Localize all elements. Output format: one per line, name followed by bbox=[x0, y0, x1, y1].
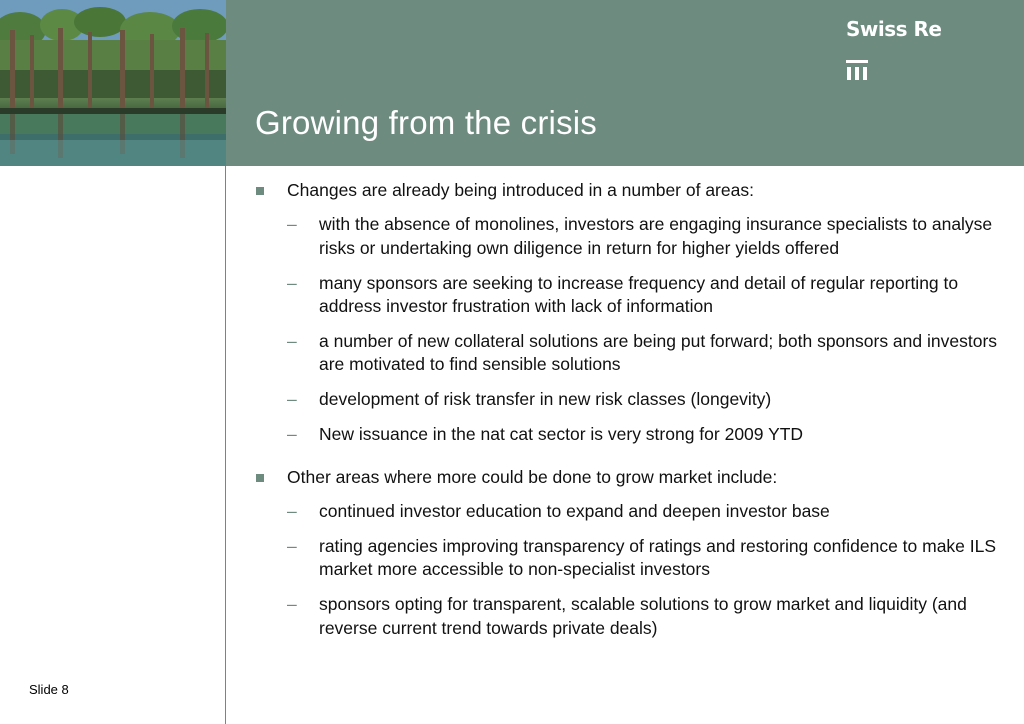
sub-bullet-item bbox=[254, 388, 999, 411]
bullet-group bbox=[254, 179, 999, 447]
sub-bullet-list bbox=[254, 213, 999, 446]
sub-bullet-text: with the absence of monolines, investors are engaging insurance specialists to analyse risks or undertaking own diligence in return for higher yields offered bbox=[319, 214, 993, 258]
sub-bullet-item bbox=[254, 272, 999, 319]
sub-bullet-text: many sponsors are seeking to increase frequency and detail of regular reporting to address investor frustration with lack of information bbox=[319, 272, 959, 317]
sub-bullet-item bbox=[254, 593, 999, 640]
sub-bullet-item bbox=[254, 423, 999, 446]
bullet-text: Other areas where more could be done to grow market include: bbox=[287, 466, 778, 487]
header-band bbox=[226, 0, 1024, 166]
dash-icon: – bbox=[287, 594, 297, 615]
sub-bullet-text: a number of new collateral solutions are being put forward; both sponsors and investors are motivated to find sensible solutions bbox=[319, 331, 998, 375]
swiss-re-logo-icon bbox=[846, 60, 868, 80]
sub-bullet-item bbox=[254, 535, 999, 582]
dash-icon: – bbox=[287, 214, 297, 235]
dash-icon: – bbox=[287, 389, 297, 410]
bullet-item bbox=[254, 179, 999, 202]
sub-bullet-text: New issuance in the nat cat sector is very strong for 2009 YTD bbox=[319, 424, 804, 445]
bullet-item bbox=[254, 466, 999, 489]
vertical-divider bbox=[225, 166, 226, 724]
bullet-text: Changes are already being introduced in a number of areas: bbox=[287, 180, 754, 200]
dash-icon: – bbox=[287, 424, 297, 445]
sub-bullet-list bbox=[254, 500, 999, 640]
sub-bullet-text: rating agencies improving transparency of ratings and restoring confidence to make ILS market more accessible to non-specialist investors bbox=[319, 535, 997, 580]
sub-bullet-text: development of risk transfer in new risk classes (longevity) bbox=[319, 389, 772, 410]
sub-bullet-item bbox=[254, 213, 999, 260]
bullet-group bbox=[254, 466, 999, 640]
square-bullet-icon bbox=[256, 187, 264, 195]
cypress-swamp-photo bbox=[0, 0, 226, 166]
photo-artwork bbox=[0, 0, 226, 166]
dash-icon: – bbox=[287, 331, 297, 352]
slide-number: Slide 8 bbox=[29, 682, 69, 697]
sub-bullet-item bbox=[254, 500, 999, 523]
bullet-list bbox=[254, 179, 999, 659]
sub-bullet-text: continued investor education to expand and deepen investor base bbox=[319, 501, 830, 522]
sub-bullet-text: sponsors opting for transparent, scalable solutions to grow market and liquidity (and reverse current trend towards private deals) bbox=[319, 594, 967, 638]
square-bullet-icon bbox=[256, 474, 264, 482]
dash-icon: – bbox=[287, 272, 297, 293]
page-title: Growing from the crisis bbox=[255, 104, 598, 141]
brand-name: Swiss Re bbox=[846, 17, 942, 41]
dash-icon: – bbox=[287, 501, 297, 522]
sub-bullet-item bbox=[254, 330, 999, 377]
dash-icon: – bbox=[287, 535, 297, 556]
